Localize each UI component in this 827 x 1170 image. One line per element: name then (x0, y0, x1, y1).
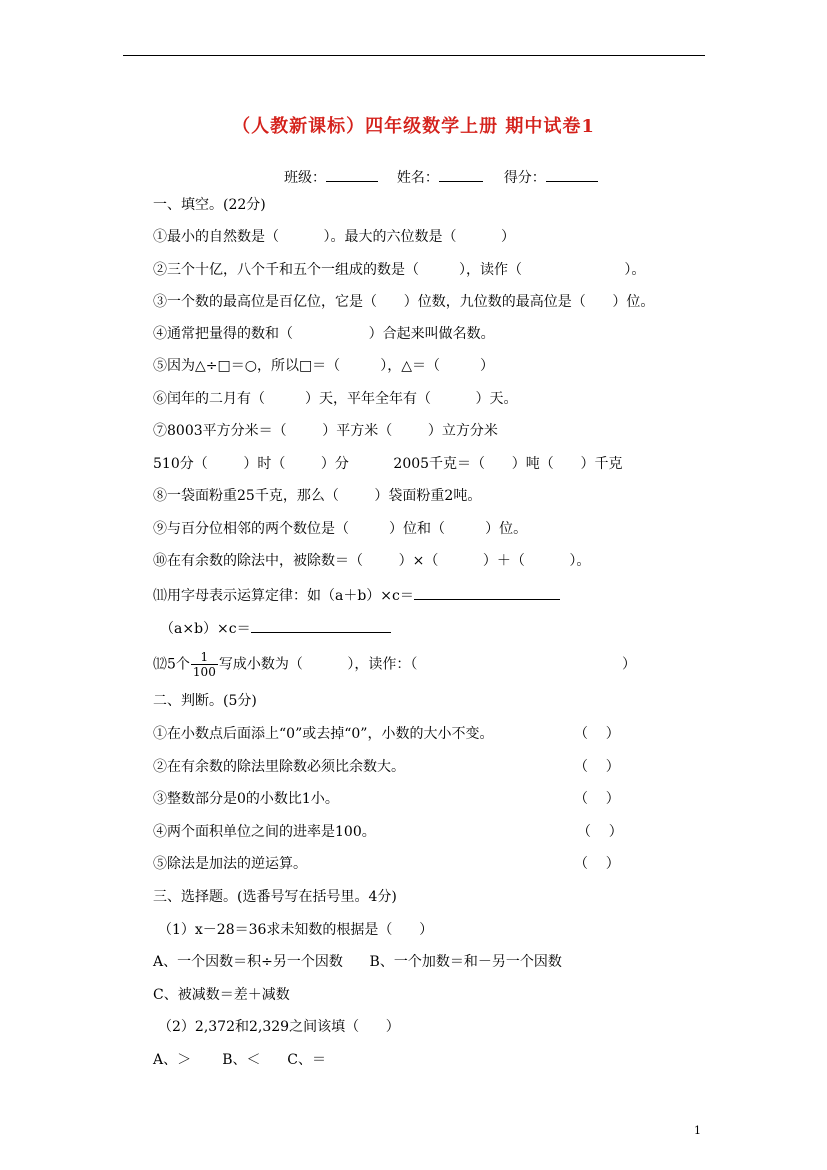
q11b-text: （a×b）×c＝ (160, 621, 251, 637)
section2-q3-paren[interactable]: （ ） (574, 791, 620, 807)
header-rule (123, 55, 705, 56)
q11a-text: ⑾用字母表示运算定律：如（a＋b）×c＝ (153, 588, 414, 604)
q12-pre: ⑿5个 (153, 656, 190, 673)
section2-q5: ⑤除法是加法的逆运算。 (153, 856, 307, 872)
page-title: （人教新课标）四年级数学上册 期中试卷1 (232, 116, 595, 137)
section1-q10: ⑩在有余数的除法中，被除数＝（ ）×（ ）＋（ ）。 (153, 553, 591, 569)
q11a-blank[interactable] (414, 585, 560, 600)
fraction-one-hundredth (191, 650, 218, 679)
section1-q6: ⑥闰年的二月有（ ）天，平年全年有（ ）天。 (153, 391, 518, 407)
section3-q2-options: A、＞ B、＜ C、＝ (153, 1052, 326, 1068)
q12-post: 写成小数为（ ），读作：（ ） (218, 656, 637, 673)
section1-q9: ⑨与百分位相邻的两个数位是（ ）位和（ ）位。 (153, 521, 528, 537)
section3-q1-option-c: C、被减数＝差＋减数 (153, 987, 290, 1003)
section2-q2: ②在有余数的除法里除数必须比余数大。 (153, 759, 405, 775)
section2-q1: ①在小数点后面添上“0”或去掉“0”，小数的大小不变。 (153, 726, 494, 742)
section1-q8: ⑧一袋面粉重25千克，那么（ ）袋面粉重2吨。 (153, 488, 482, 504)
section3-q1-options-ab: A、一个因数＝积÷另一个因数 B、一个加数＝和－另一个因数 (153, 954, 562, 970)
section1-q1: ①最小的自然数是（ ）。最大的六位数是（ ） (153, 229, 516, 245)
class-blank[interactable] (326, 167, 378, 182)
section3-heading: 三、选择题。(选番号写在括号里。4分) (153, 889, 397, 905)
section1-q11b (160, 618, 391, 638)
name-blank[interactable] (439, 167, 483, 182)
fraction-denominator: 100 (192, 665, 216, 679)
section2-heading: 二、判断。(5分) (153, 693, 257, 709)
section2-q3: ③整数部分是0的小数比1小。 (153, 791, 339, 807)
section1-q5: ⑤因为△÷□＝○，所以□＝（ ），△＝（ ） (153, 358, 495, 374)
section3-q1: （1）x－28＝36求未知数的根据是（ ） (158, 922, 434, 938)
score-label: 得分： (503, 170, 546, 186)
section1-q12 (153, 650, 636, 679)
fraction-numerator: 1 (200, 650, 209, 664)
section2-q2-paren[interactable]: （ ） (574, 759, 620, 775)
section1-q7a: ⑦8003平方分米＝（ ）平方米（ ）立方分米 (153, 423, 498, 439)
page-number: 1 (694, 1124, 701, 1137)
section2-q4-paren[interactable]: （ ） (577, 824, 623, 840)
score-blank[interactable] (546, 167, 598, 182)
section2-q5-paren[interactable]: （ ） (574, 856, 620, 872)
section1-q3: ③一个数的最高位是百亿位，它是（ ）位数，九位数的最高位是（ ）位。 (153, 294, 655, 310)
class-label: 班级： (284, 170, 326, 186)
student-info-row (284, 167, 598, 187)
section3-q2: （2）2,372和2,329之间该填（ ） (158, 1019, 400, 1035)
section1-heading: 一、填空。(22分) (153, 197, 266, 213)
name-label: 姓名： (396, 170, 439, 186)
section1-q4: ④通常把量得的数和（ ）合起来叫做名数。 (153, 326, 495, 342)
section1-q2: ②三个十亿，八个千和五个一组成的数是（ ），读作（ ）。 (153, 262, 646, 278)
section1-q7b: 510分（ ）时（ ）分 2005千克＝（ ）吨（ ）千克 (153, 456, 623, 472)
section1-q11a (153, 585, 560, 605)
q11b-blank[interactable] (251, 618, 391, 633)
section2-q4: ④两个面积单位之间的进率是100。 (153, 824, 376, 840)
section2-q1-paren[interactable]: （ ） (574, 726, 620, 742)
